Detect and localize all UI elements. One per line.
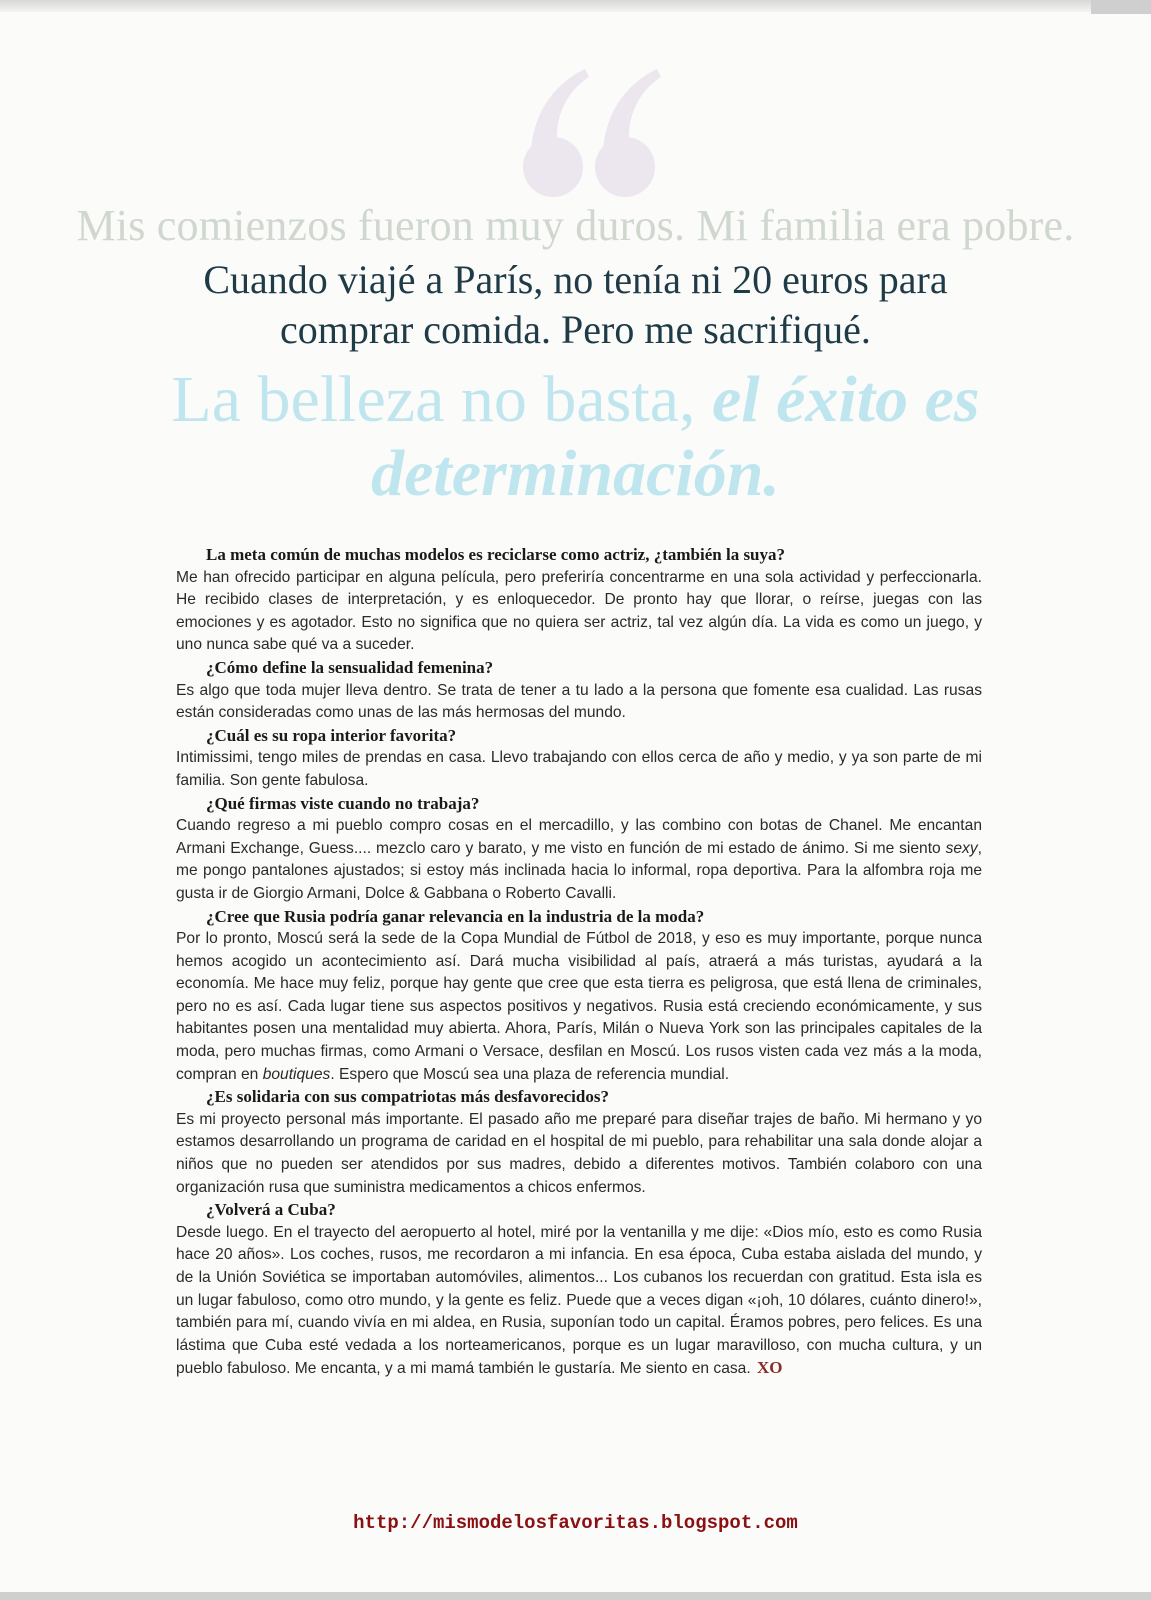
answer-text: Cuando regreso a mi pueblo compro cosas en el mercadillo, y las combino con botas de Chanel. Me encantan Armani Exchange, Guess.... mezclo caro y barato, y me visto en función de mi estado de ánimo. Si me siento [176,817,982,857]
scan-edge-bottom [0,1592,1151,1600]
scan-corner-shadow [1091,0,1151,14]
scan-edge-top [0,0,1151,12]
interview-body [176,544,982,1381]
answer-text: Por lo pronto, Moscú será la sede de la Copa Mundial de Fútbol de 2018, y eso es muy importante, porque nunca hemos acogido un acontecimiento así. Dará mucha visibilidad al país, atraerá a más turistas, ayudará a la economía. Me hace muy feliz, porque hay gente que cree que esta tierra es peligrosa, que está llena de criminales, pero no es así. Cada lugar tiene sus aspectos positivos y negativos. Rusia está creciendo económicamente, y sus habitantes posen una mentalidad muy abierta. Ahora, París, Milán o Nueva York son las principales capitales de la moda, pero muchas firmas, como Armani o Versace, desfilan en Moscú. Los rusos visten cada vez más a la moda, compran en [176,930,982,1083]
answer [176,1222,982,1381]
pull-quote-line-2b: comprar comida. Pero me sacrifiqué. [280,307,871,352]
answer-text: Desde luego. En el trayecto del aeropuerto al hotel, miré por la ventanilla y me dije: «Dios mío, esto es como Rusia hace 20 años». Los coches, rusos, me recordaron a mi infancia. En esa época, Cuba estaba aislada del mundo, y de la Unión Soviética se importaban automóviles, alimentos... Los cubanos los recuerdan con gratitud. Esta isla es un lugar fabuloso, como otro mundo, y la gente es feliz. Puede que a veces digan «¡oh, 10 dólares, cuánto dinero!», también para mí, cuando vivía en mi aldea, en Rusia, suponían todo un capital. Éramos pobres, pero felices. Es una lástima que Cuba esté vedada a los norteamericanos, porque es un lugar maravilloso, con mucha cultura, y un pueblo fabuloso. Me encanta, y a mi mamá también le gustaría. Me siento en casa. [176,1223,982,1378]
question: ¿Volverá a Cuba? [206,1200,336,1220]
answer: Intimissimi, tengo miles de prendas en casa. Llevo trabajando con ellos cerca de año y medio, y ya son parte de mi familia. Son gente fabulosa. [176,749,982,789]
answer [176,928,982,1086]
answer: Me han ofrecido participar en alguna película, pero preferiría concentrarme en una sola actividad y perfeccionarla. He recibido clases de interpretación, y es enloquecedor. De pronto hay que llorar, o reírse, juegas con las emociones y es agotador. Esto no significa que no quiera ser actriz, tal vez algún día. La vida es como un juego, y uno nunca sabe qué va a suceder. [176,568,982,654]
blog-url-watermark: http://mismodelosfavoritas.blogspot.com [353,1512,798,1534]
question: ¿Qué firmas viste cuando no trabaja? [206,793,480,813]
pull-quote-line-1: Mis comienzos fueron muy duros. Mi familia era pobre. [76,201,1075,250]
pull-quote-line-2 [0,255,1151,355]
question: La meta común de muchas modelos es reciclarse como actriz, ¿también la suya? [206,545,786,564]
answer: Es mi proyecto personal más importante. El pasado año me preparé para diseñar trajes de baño. Mi hermano y yo estamos desarrollando un programa de caridad en el hospital de mi pueblo, para rehabilitar una sala donde alojar a niños que no pueden ser atendidos por sus madres, debido a diferentes motivos. También colaboro con una organización rusa que suministra medicamentos a chicos enfermos. [176,1110,982,1196]
quotation-mark-icon [515,55,675,205]
pull-quote-last: determinación. [371,437,780,510]
pull-quote-line-2a: Cuando viajé a París, no tenía ni 20 euros para [203,257,948,302]
question: ¿Cómo define la sensualidad femenina? [206,657,494,677]
answer: Es algo que toda mujer lleva dentro. Se trata de tener a tu lado a la persona que fomente esa cualidad. Las rusas están consideradas como unas de las más hermosas del mundo. [176,681,982,722]
question: ¿Cuál es su ropa interior favorita? [206,725,457,745]
end-mark-icon: XO [757,1358,783,1378]
question: ¿Cree que Rusia podría ganar relevancia en la industria de la moda? [206,906,705,926]
answer-text: . Espero que Moscú sea una plaza de referencia mundial. [330,1065,730,1083]
answer-emphasis: sexy [945,839,978,857]
pull-quote-line-3 [0,363,1151,511]
answer-text: , me pongo pantalones ajustados; si estoy más inclinada hacia lo informal, ropa deportiva. Para la alfombra roja me gusta ir de Giorgio Armani, Dolce & Gabbana o Roberto Cavalli. [176,839,982,902]
pull-quote-plain: La belleza no basta, [171,363,712,436]
answer-emphasis: boutiques [262,1065,331,1083]
answer [176,815,982,905]
pull-quote-italic: el éxito es [712,363,980,436]
question: ¿Es solidaria con sus compatriotas más desfavorecidos? [206,1087,609,1107]
